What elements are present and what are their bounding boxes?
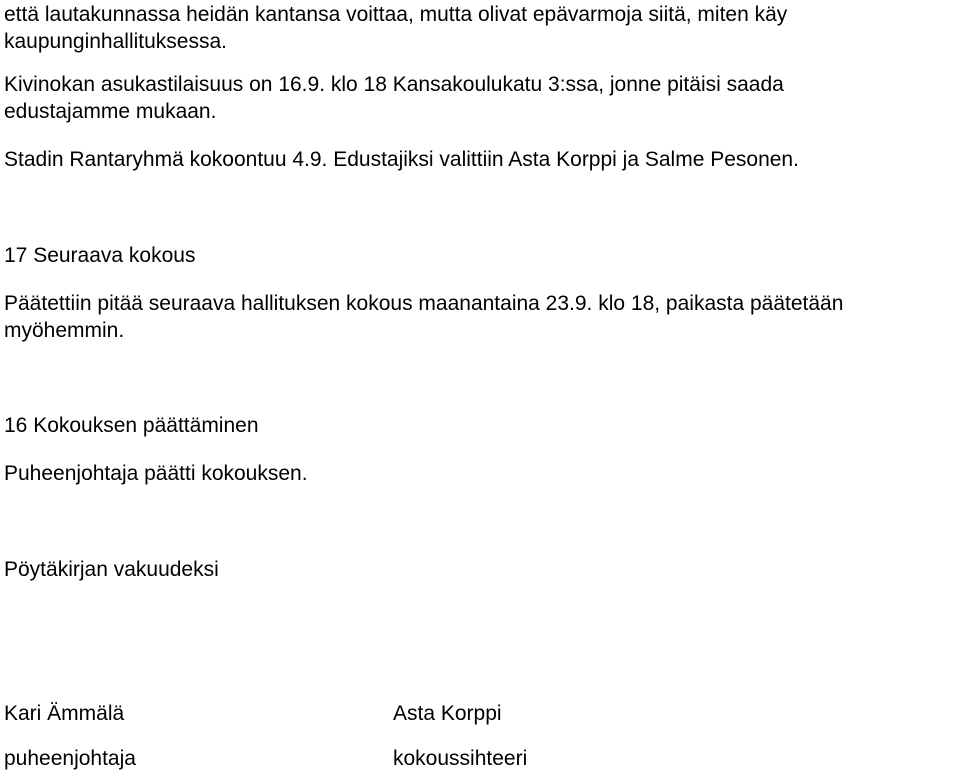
section-body-line: Puheenjohtaja päätti kokouksen. bbox=[4, 462, 308, 485]
section-body-line: myöhemmin. bbox=[4, 319, 125, 342]
paragraph-line: Kivinokan asukastilaisuus on 16.9. klo 18 Kansakoulukatu 3:ssa, jonne pitäisi saada bbox=[4, 73, 784, 96]
section-heading: 17 Seuraava kokous bbox=[4, 244, 196, 267]
paragraph-line: että lautakunnassa heidän kantansa voittaa, mutta olivat epävarmoja siitä, miten käy bbox=[4, 3, 788, 26]
signatory-name: Asta Korppi bbox=[393, 702, 502, 725]
signatory-name: Kari Ämmälä bbox=[4, 702, 125, 725]
section-heading: 16 Kokouksen päättäminen bbox=[4, 414, 259, 437]
paragraph-line: Stadin Rantaryhmä kokoontuu 4.9. Edustajiksi valittiin Asta Korppi ja Salme Pesonen. bbox=[4, 148, 799, 171]
signatory-role: kokoussihteeri bbox=[393, 747, 528, 770]
paragraph-line: kaupunginhallituksessa. bbox=[4, 30, 227, 53]
paragraph-line: edustajamme mukaan. bbox=[4, 100, 217, 123]
signatory-role: puheenjohtaja bbox=[4, 747, 136, 770]
section-body-line: Päätettiin pitää seuraava hallituksen kokous maanantaina 23.9. klo 18, paikasta päätetään bbox=[4, 292, 844, 315]
attestation-text: Pöytäkirjan vakuudeksi bbox=[4, 558, 219, 581]
